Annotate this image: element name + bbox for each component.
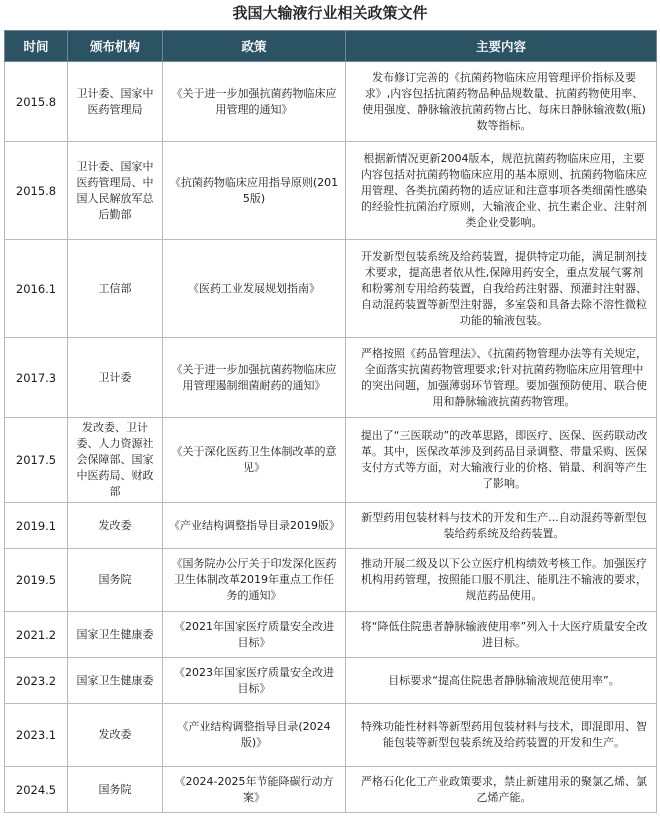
cell-content: 特殊功能性材料等新型药用包装材料与技术，即混即用、智能包装等新型包装系统及给药装置的开发和生产。 <box>346 704 657 767</box>
cell-agency: 国务院 <box>68 549 163 612</box>
cell-agency: 工信部 <box>68 240 163 338</box>
cell-content: 推动开展二级及以下公立医疗机构绩效考核工作。加强医疗机构用药管理，按照能口服不肌注、能肌注不输液的要求，规范药品使用。 <box>346 549 657 612</box>
cell-date: 2024.5 <box>5 767 68 813</box>
cell-agency: 卫计委 <box>68 338 163 418</box>
cell-agency: 国家卫生健康委 <box>68 658 163 704</box>
cell-content: 严格按照《药品管理法》、《抗菌药物管理办法等有关规定，全面落实抗菌药物管理要求;针对抗菌药物临床应用管理中的突出问题，加强薄弱环节管理。要加强预防使用、联合使用和静脉输液抗菌药物管理。 <box>346 338 657 418</box>
cell-content: 根据新情况更新2004版本，规范抗菌药物临床应用，主要内容包括对抗菌药物临床应用的基本原则、抗菌药物临床应用管理、各类抗菌药物的适应证和注意事项各类细菌性感染的经验性抗菌治疗原则，大输液企业、抗生素企业、注射剂类企业受影响。 <box>346 142 657 240</box>
cell-agency: 卫计委、国家中医药管理局、中国人民解放军总后勤部 <box>68 142 163 240</box>
cell-agency: 卫计委、国家中医药管理局 <box>68 62 163 142</box>
cell-content: 开发新型包装系统及给药装置，提供特定功能，满足制剂技术要求，提高患者依从性,保障用药安全，重点发展气雾剂和粉雾剂专用给药装置，自我给药注射器、预灌封注射器、自动混药装置等新型注射器，多室袋和具备去除不溶性微粒功能的输液包装。 <box>346 240 657 338</box>
cell-content: 发布修订完善的《抗菌药物临床应用管理评价指标及要求》,内容包括抗菌药物品种品规数量、抗菌药物使用率、使用强度、静脉输液抗菌药物占比、每床日静脉输液数(瓶)数等指标。 <box>346 62 657 142</box>
table-row <box>5 418 657 503</box>
cell-date: 2015.8 <box>5 142 68 240</box>
cell-policy: 《关于深化医药卫生体制改革的意见》 <box>163 418 346 503</box>
table-row <box>5 549 657 612</box>
cell-agency: 国家卫生健康委 <box>68 612 163 658</box>
cell-content: 提出了“三医联动”的改革思路，即医疗、医保、医药联动改革。其中，医保改革涉及到药品目录调整、带量采购、医保支付方式等方面，对大输液行业的价格、销量、利润等产生了影响。 <box>346 418 657 503</box>
header-agency: 颁布机构 <box>68 31 163 62</box>
policy-table <box>4 30 657 813</box>
cell-content: 严格石化化工产业政策要求，禁止新建用汞的聚氯乙烯、氯乙烯产能。 <box>346 767 657 813</box>
cell-date: 2021.2 <box>5 612 68 658</box>
cell-content: 将“降低住院患者静脉输液使用率”列入十大医疗质量安全改进目标。 <box>346 612 657 658</box>
cell-date: 2017.3 <box>5 338 68 418</box>
cell-policy: 《关于进一步加强抗菌药物临床应用管理遏制细菌耐药的通知》 <box>163 338 346 418</box>
table-row <box>5 767 657 813</box>
cell-date: 2019.1 <box>5 503 68 549</box>
table-header-row <box>5 31 657 62</box>
cell-agency: 发改委 <box>68 704 163 767</box>
header-date: 时间 <box>5 31 68 62</box>
cell-content: 目标要求“提高住院患者静脉输液规范使用率”。 <box>346 658 657 704</box>
table-row <box>5 658 657 704</box>
cell-date: 2016.1 <box>5 240 68 338</box>
cell-policy: 《2023年国家医疗质量安全改进目标》 <box>163 658 346 704</box>
cell-policy: 《产业结构调整指导目录(2024版)》 <box>163 704 346 767</box>
table-row <box>5 704 657 767</box>
cell-agency: 国务院 <box>68 767 163 813</box>
cell-agency: 发改委、卫计委、人力资源社会保障部、国家中医药局、财政部 <box>68 418 163 503</box>
cell-date: 2023.1 <box>5 704 68 767</box>
cell-policy: 《产业结构调整指导目录2019版》 <box>163 503 346 549</box>
cell-date: 2023.2 <box>5 658 68 704</box>
cell-date: 2017.5 <box>5 418 68 503</box>
table-row <box>5 503 657 549</box>
cell-content: 新型药用包装材料与技术的开发和生产...自动混药等新型包装给药系统及给药装置。 <box>346 503 657 549</box>
cell-policy: 《抗菌药物临床应用指导原则(2015版) <box>163 142 346 240</box>
cell-policy: 《关于进一步加强抗菌药物临床应用管理的通知》 <box>163 62 346 142</box>
cell-policy: 《2024-2025年节能降碳行动方案》 <box>163 767 346 813</box>
table-row <box>5 338 657 418</box>
header-content: 主要内容 <box>346 31 657 62</box>
page-title: 我国大输液行业相关政策文件 <box>232 4 428 22</box>
table-row <box>5 612 657 658</box>
table-row <box>5 240 657 338</box>
header-policy: 政策 <box>163 31 346 62</box>
table-row <box>5 62 657 142</box>
cell-date: 2015.8 <box>5 62 68 142</box>
cell-policy: 《2021年国家医疗质量安全改进目标》 <box>163 612 346 658</box>
table-row <box>5 142 657 240</box>
cell-agency: 发改委 <box>68 503 163 549</box>
cell-policy: 《国务院办公厅关于印发深化医药卫生体制改革2019年重点工作任务的通知》 <box>163 549 346 612</box>
cell-date: 2019.5 <box>5 549 68 612</box>
cell-policy: 《医药工业发展规划指南》 <box>163 240 346 338</box>
